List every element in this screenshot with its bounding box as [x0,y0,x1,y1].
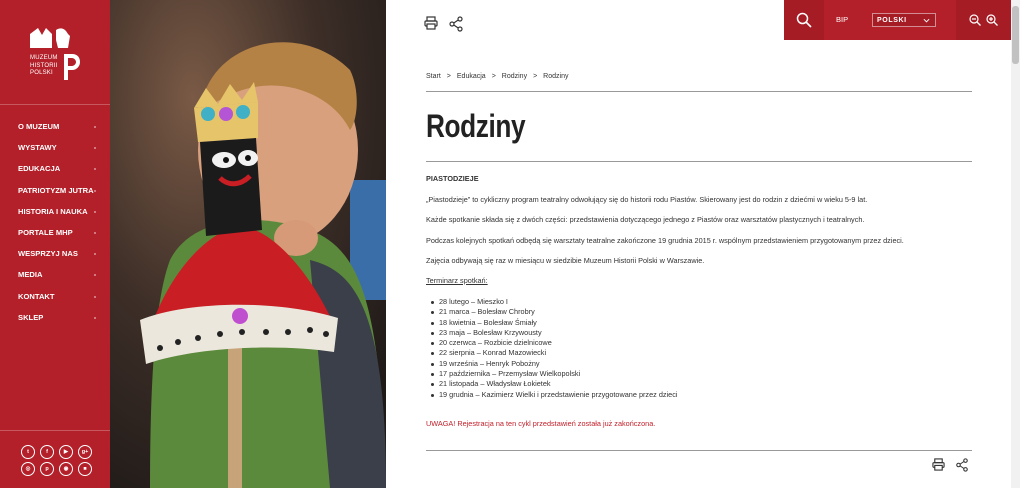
nav-item-historia-i-nauka[interactable]: HISTORIA I NAUKA [0,201,110,222]
registration-warning: UWAGA! Rejestracja na ten cykl przedstawień została już zakończona. [426,419,656,428]
sidebar-divider-bottom [0,430,110,431]
page-title: Rodziny [426,108,526,144]
schedule-label: Terminarz spotkań: [426,276,488,285]
video-icon[interactable]: ■ [78,462,92,476]
search-icon [796,12,812,28]
schedule-list [426,297,677,400]
paragraph: Zajęcia odbywają się raz w miesiącu w siedzibie Muzeum Historii Polski w Warszawie. [426,256,705,265]
print-icon[interactable] [424,16,438,30]
list-item: 22 sierpnia – Konrad Mazowiecki [426,348,677,358]
nav-item-portale-mhp[interactable]: PORTALE MHP [0,222,110,243]
search-button[interactable] [784,0,824,40]
breadcrumb-start[interactable]: Start [426,73,441,80]
facebook-icon[interactable]: f [40,445,54,459]
sidebar [0,0,110,488]
zoom-in-icon[interactable] [986,14,998,26]
child-with-puppet-image [110,0,386,488]
list-item: 28 lutego – Mieszko I [426,297,677,307]
list-item: 19 września – Henryk Pobożny [426,359,677,369]
breadcrumb-separator: > [446,73,451,80]
nav-item-media[interactable]: MEDIA [0,264,110,285]
breadcrumb-edukacja[interactable]: Edukacja [456,73,486,80]
list-item: 19 grudnia – Kazimierz Wielki i przedstawienie przygotowane przez dzieci [426,390,677,400]
page-scrollbar[interactable] [1011,0,1020,488]
logo-line-3: POLSKI [30,70,53,76]
paragraph: „Piastodzieje” to cykliczny program teatralny odwołujący się do historii rodu Piastów. Skierowany jest do rodzin z dziećmi w wieku 5-9 lat. [426,195,868,204]
nav-item-o-muzeum[interactable]: O MUZEUM [0,116,110,137]
breadcrumb-current: Rodziny [543,73,569,80]
share-icon[interactable] [448,16,464,32]
logo-text [30,55,58,78]
language-selected: POLSKI [877,17,907,24]
chevron-down-icon [923,17,930,24]
googleplus-icon[interactable]: g+ [78,445,92,459]
utility-bar [784,0,1011,40]
list-item: 20 czerwca – Rozbicie dzielnicowe [426,338,677,348]
section-heading: PIASTODZIEJE [426,174,479,183]
print-icon[interactable] [932,458,945,471]
share-icon[interactable] [955,458,969,472]
youtube-icon[interactable]: ▶ [59,445,73,459]
page-tools-top [424,16,464,32]
nav-item-kontakt[interactable]: KONTAKT [0,286,110,307]
scroll-thumb[interactable] [1012,6,1019,64]
zoom-out-icon[interactable] [969,14,981,26]
list-item: 18 kwietnia – Bolesław Śmiały [426,318,677,328]
footer-divider [426,450,972,451]
breadcrumb-divider [426,91,972,92]
twitter-icon[interactable]: t [21,445,35,459]
zoom-controls [956,0,1011,40]
list-item: 21 marca – Bolesław Chrobry [426,307,677,317]
main-nav [0,116,110,328]
title-divider [426,161,972,162]
list-item: 23 maja – Bolesław Krzywousty [426,328,677,338]
paragraph: Każde spotkanie składa się z dwóch części: przedstawienia dotyczącego jednego z Piastów oraz warsztatów plastycznych i teatralnych. [426,215,865,224]
list-item: 21 listopada – Władysław Łokietek [426,379,677,389]
language-select[interactable] [872,13,936,27]
nav-item-wystawy[interactable]: WYSTAWY [0,137,110,158]
breadcrumb-separator: > [491,73,496,80]
list-item: 17 października – Przemysław Wielkopolski [426,369,677,379]
breadcrumb-separator: > [533,73,538,80]
paragraph: Podczas kolejnych spotkań odbędą się warsztaty teatralne zakończone 19 grudnia 2015 r. wspólnym przedstawieniem przygotowanym przez dzieci. [426,236,904,245]
hero-photo [110,0,386,488]
nav-item-edukacja[interactable]: EDUKACJA [0,158,110,179]
pinterest-icon[interactable]: p [40,462,54,476]
breadcrumb-rodziny[interactable]: Rodziny [501,73,528,80]
logo-line-2: HISTORII [30,62,58,69]
instagram-icon[interactable]: ◎ [21,462,35,476]
social-links [21,445,93,476]
bip-link[interactable]: BIP [836,15,849,24]
nav-item-patriotyzm-jutra[interactable]: PATRIOTYZM JUTRA [0,180,110,201]
nav-item-sklep[interactable]: SKLEP [0,307,110,328]
page-tools-bottom [932,458,969,472]
logo-line-1: MUZEUM [30,55,58,61]
sidebar-divider [0,104,110,105]
nav-item-wesprzyj-nas[interactable]: WESPRZYJ NAS [0,243,110,264]
instagram-alt-icon[interactable]: ◉ [59,462,73,476]
breadcrumb [426,73,568,80]
